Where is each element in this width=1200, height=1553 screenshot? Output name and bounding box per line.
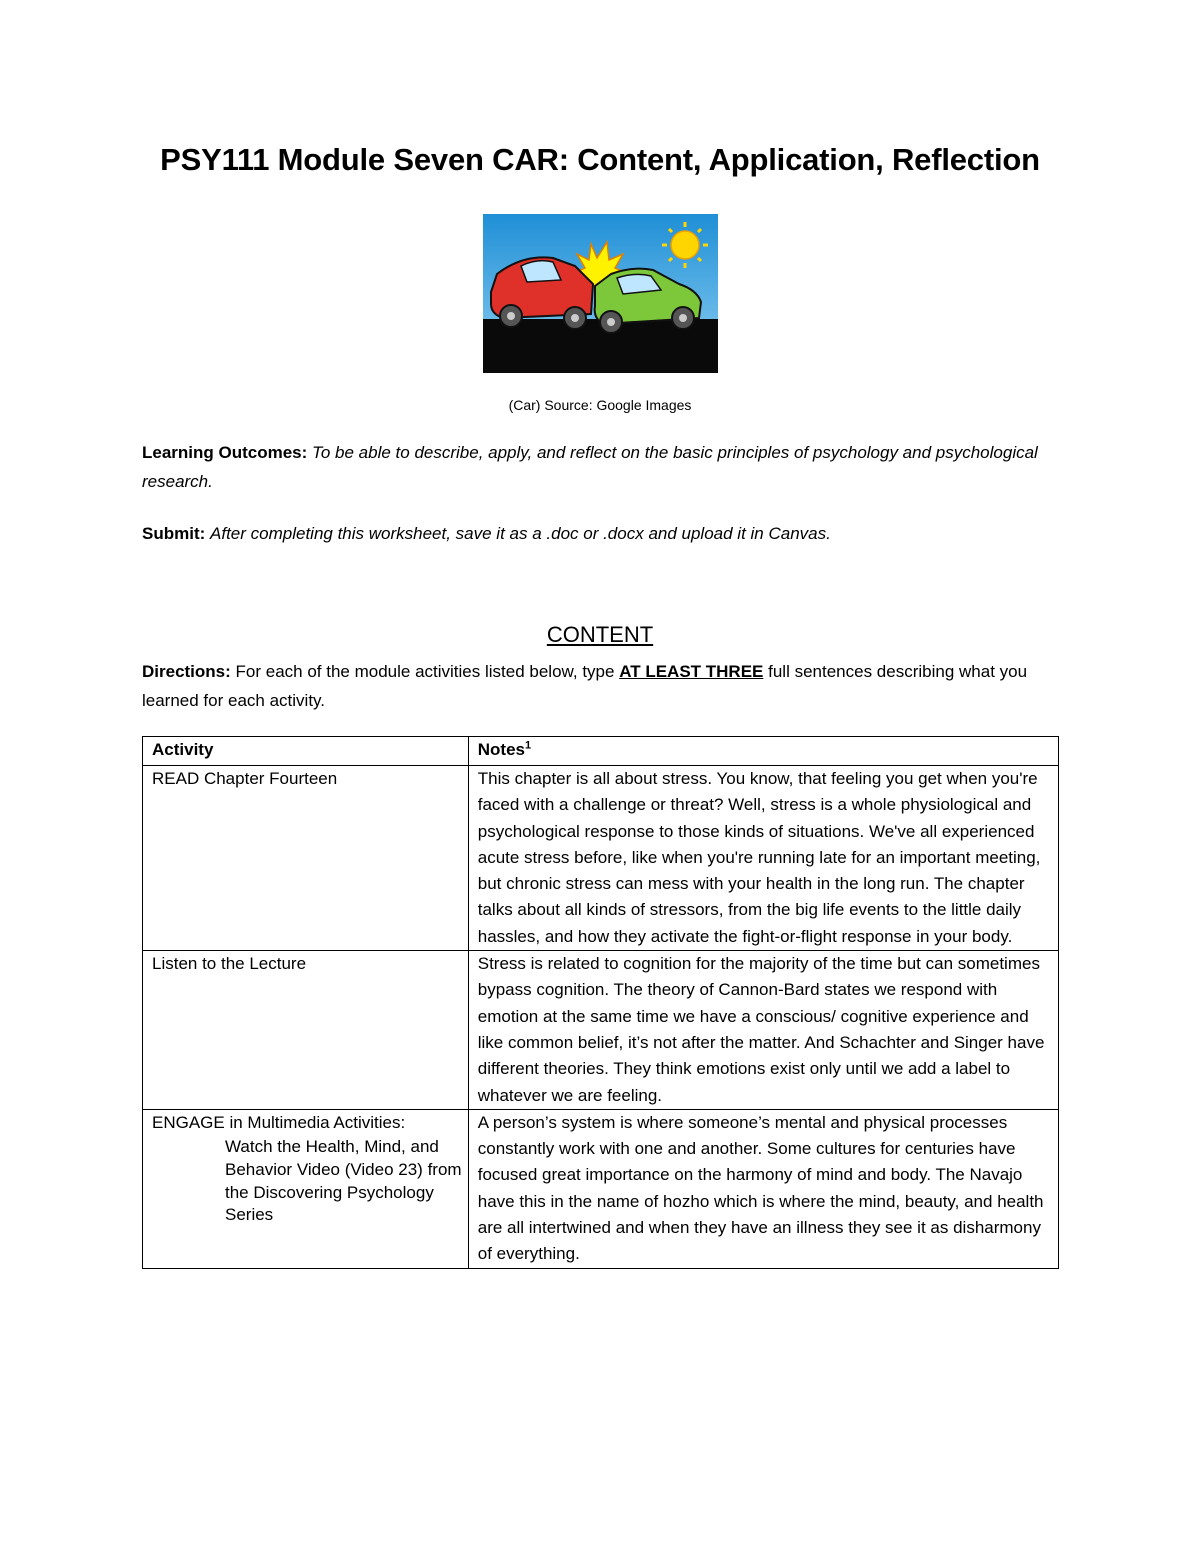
table-row	[143, 766, 1059, 951]
document-title: PSY111 Module Seven CAR: Content, Application, Reflection	[160, 142, 1040, 177]
learning-outcomes	[142, 438, 1062, 496]
table-row	[143, 951, 1059, 1110]
learning-outcomes-label: Learning Outcomes:	[142, 443, 308, 462]
table-header-row	[143, 737, 1059, 766]
notes-cell: A person’s system is where someone’s mental and physical processes constantly work with one and another. Some cultures for centuries have focused great importance on the harmony of mind and body. The Navajo have this in the name of hozho which is where the mind, beauty, and health are all intertwined and when they have an illness they see it as disharmony of everything.	[468, 1109, 1058, 1268]
notes-header-label: Notes	[477, 740, 525, 759]
notes-column-header	[468, 737, 1058, 766]
directions-emphasis: AT LEAST THREE	[619, 662, 764, 681]
table-row	[143, 1109, 1059, 1268]
activities-table	[142, 736, 1059, 1269]
activity-cell: Listen to the Lecture	[143, 951, 469, 1110]
directions	[142, 657, 1062, 715]
activity-column-header	[143, 737, 469, 766]
activity-cell: READ Chapter Fourteen	[143, 766, 469, 951]
learning-outcomes-text: To be able to describe, apply, and reflect on the basic principles of psychology and psychological research.	[142, 443, 1038, 491]
activity-title: ENGAGE in Multimedia Activities:	[152, 1112, 406, 1132]
directions-label: Directions:	[142, 662, 231, 681]
section-heading: CONTENT	[546, 622, 654, 647]
activity-header-label: Activity	[152, 740, 214, 759]
notes-cell: Stress is related to cognition for the majority of the time but can sometimes bypass cognition. The theory of Cannon-Bard states we respond with emotion at the same time we have a conscious/ cognitive experience and like common belief, it’s not after the matter. And Schachter and Singer have different theories. They think emotions exist only until we add a label to whatever we are feeling.	[468, 951, 1058, 1110]
car-crash-illustration	[483, 214, 718, 373]
submit-text: After completing this worksheet, save it as a .doc or .docx and upload it in Canvas.	[210, 524, 831, 543]
submit-label: Submit:	[142, 524, 206, 543]
submit-instructions	[142, 519, 1062, 548]
directions-text-before: For each of the module activities listed below, type	[235, 662, 615, 681]
image-caption: (Car) Source: Google Images	[508, 397, 692, 413]
activity-subitem: Watch the Health, Mind, and Behavior Video (Video 23) from the Discovering Psychology Series	[225, 1137, 462, 1225]
notes-cell: This chapter is all about stress. You know, that feeling you get when you're faced with a challenge or threat? Well, stress is a whole physiological and psychological response to those kinds of situations. We've all experienced acute stress before, like when you're running late for an important meeting, but chronic stress can mess with your health in the long run. The chapter talks about all kinds of stressors, from the big life events to the little daily hassles, and how they activate the fight-or-flight response in your body.	[468, 766, 1058, 951]
footnote-marker: 1	[524, 739, 532, 752]
activity-cell	[143, 1109, 469, 1268]
directions-text-after: full sentences describing what you learned for each activity.	[142, 662, 1028, 710]
